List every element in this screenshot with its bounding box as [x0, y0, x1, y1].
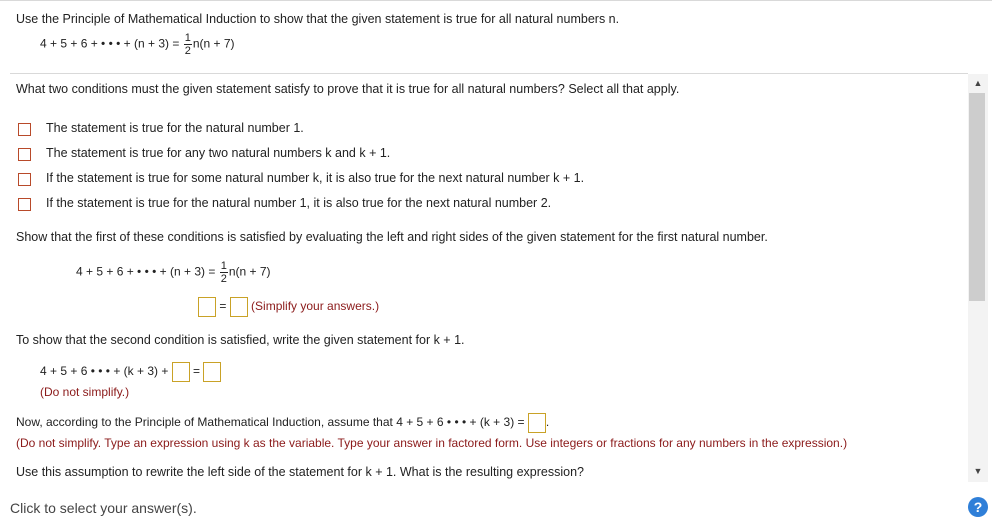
question-first-condition: Show that the first of these conditions is satisfied by evaluating the left and right sides of the given statement for the first natural number.	[16, 230, 768, 244]
statement-rhs: n(n + 7)	[228, 264, 271, 279]
do-not-simplify-hint: (Do not simplify.)	[40, 385, 130, 399]
fraction-denominator: 2	[184, 45, 191, 57]
answer-box-k-plus-1-rhs[interactable]	[203, 362, 221, 382]
footer-instruction: Click to select your answer(s).	[10, 500, 197, 516]
question-conditions: What two conditions must the given statement satisfy to prove that it is true for all natural numbers? Select all that apply.	[16, 82, 680, 96]
option-label[interactable]: The statement is true for any two natural numbers k and k + 1.	[46, 146, 391, 160]
assumption-hint: (Do not simplify. Type an expression using k as the variable. Type your answer in factored form. Use integers or fractions for any numbers in the expression.)	[16, 436, 848, 450]
checkbox-option-1[interactable]	[18, 123, 31, 136]
scroll-down-icon[interactable]: ▼	[973, 466, 983, 476]
fraction-numerator: 1	[220, 260, 227, 272]
help-icon[interactable]: ?	[968, 497, 988, 517]
given-statement	[40, 33, 235, 56]
scrollbar-thumb[interactable]	[969, 93, 985, 301]
statement-lhs: 4 + 5 + 6 + • • • + (n + 3) =	[76, 264, 216, 279]
option-label[interactable]: The statement is true for the natural number 1.	[46, 121, 304, 135]
checkbox-option-2[interactable]	[18, 148, 31, 161]
answer-box-next-term[interactable]	[172, 362, 190, 382]
statement-rhs: n(n + 7)	[192, 36, 235, 51]
section-divider	[10, 73, 968, 74]
fraction-one-half	[220, 261, 228, 284]
option-label[interactable]: If the statement is true for some natural number k, it is also true for the next natural number k + 1.	[46, 171, 585, 185]
k-plus-1-statement-row	[40, 362, 221, 382]
assumption-period: .	[545, 415, 550, 430]
checkbox-option-3[interactable]	[18, 173, 31, 186]
fraction-one-half	[184, 33, 192, 56]
answer-box-lhs-n1[interactable]	[198, 297, 216, 317]
question-rewrite-left-side: Use this assumption to rewrite the left side of the statement for k + 1. What is the resulting expression?	[16, 465, 584, 479]
question-second-condition: To show that the second condition is satisfied, write the given statement for k + 1.	[16, 333, 465, 347]
simplify-hint: (Simplify your answers.)	[251, 299, 380, 314]
k-plus-1-lhs: 4 + 5 + 6 • • • + (k + 3) +	[40, 364, 169, 379]
fraction-numerator: 1	[184, 32, 191, 44]
fraction-denominator: 2	[220, 273, 227, 285]
equals-sign: =	[193, 364, 201, 379]
problem-prompt: Use the Principle of Mathematical Induction to show that the given statement is true for all natural numbers n.	[16, 12, 620, 26]
option-label[interactable]: If the statement is true for the natural number 1, it is also true for the next natural number 2.	[46, 196, 552, 210]
answer-box-assumption[interactable]	[528, 413, 546, 433]
base-case-answer-row	[198, 297, 379, 317]
given-statement-repeat	[76, 261, 271, 284]
top-border	[0, 0, 992, 1]
scroll-up-icon[interactable]: ▲	[973, 78, 983, 88]
assumption-text: Now, according to the Principle of Mathematical Induction, assume that 4 + 5 + 6 • • • + (k + 3) =	[16, 415, 525, 430]
statement-lhs: 4 + 5 + 6 + • • • + (n + 3) =	[40, 36, 180, 51]
checkbox-option-4[interactable]	[18, 198, 31, 211]
equals-sign: =	[219, 299, 227, 314]
answer-box-rhs-n1[interactable]	[230, 297, 248, 317]
assumption-row	[16, 413, 549, 433]
